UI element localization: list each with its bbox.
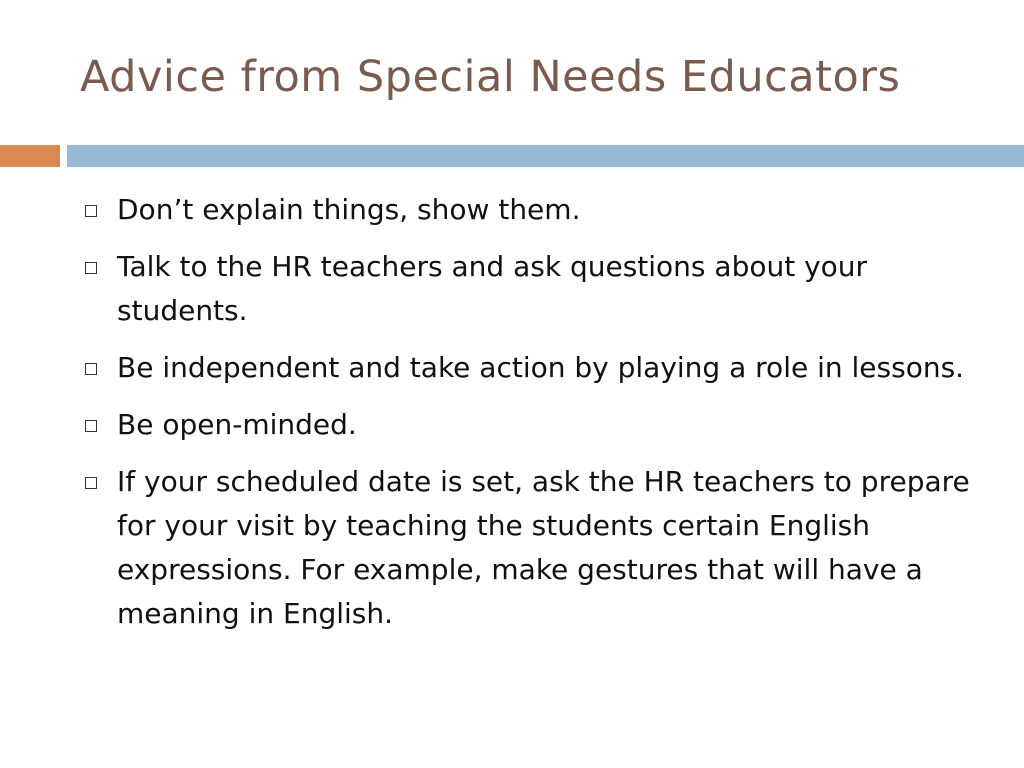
square-bullet-icon: [85, 363, 97, 375]
square-bullet-icon: [85, 205, 97, 217]
bullet-text: Don’t explain things, show them.: [117, 193, 581, 226]
bullet-text: Talk to the HR teachers and ask questions about your students.: [117, 250, 868, 327]
square-bullet-icon: [85, 420, 97, 432]
square-bullet-icon: [85, 262, 97, 274]
bullet-list: [80, 188, 980, 649]
bullet-item: [80, 403, 980, 447]
bullet-item: [80, 188, 980, 232]
bullet-item: [80, 460, 980, 636]
bullet-item: [80, 346, 980, 390]
divider-accent-right: [67, 145, 1024, 167]
bullet-text: Be independent and take action by playing a role in lessons.: [117, 351, 965, 384]
slide-title: Advice from Special Needs Educators: [80, 52, 901, 102]
bullet-text: If your scheduled date is set, ask the HR teachers to prepare for your visit by teaching the students certain English expressions. For example, make gestures that will have a meaning in English.: [117, 465, 970, 630]
bullet-text: Be open-minded.: [117, 408, 357, 441]
bullet-item: [80, 245, 980, 333]
square-bullet-icon: [85, 477, 97, 489]
divider-accent-left: [0, 145, 60, 167]
